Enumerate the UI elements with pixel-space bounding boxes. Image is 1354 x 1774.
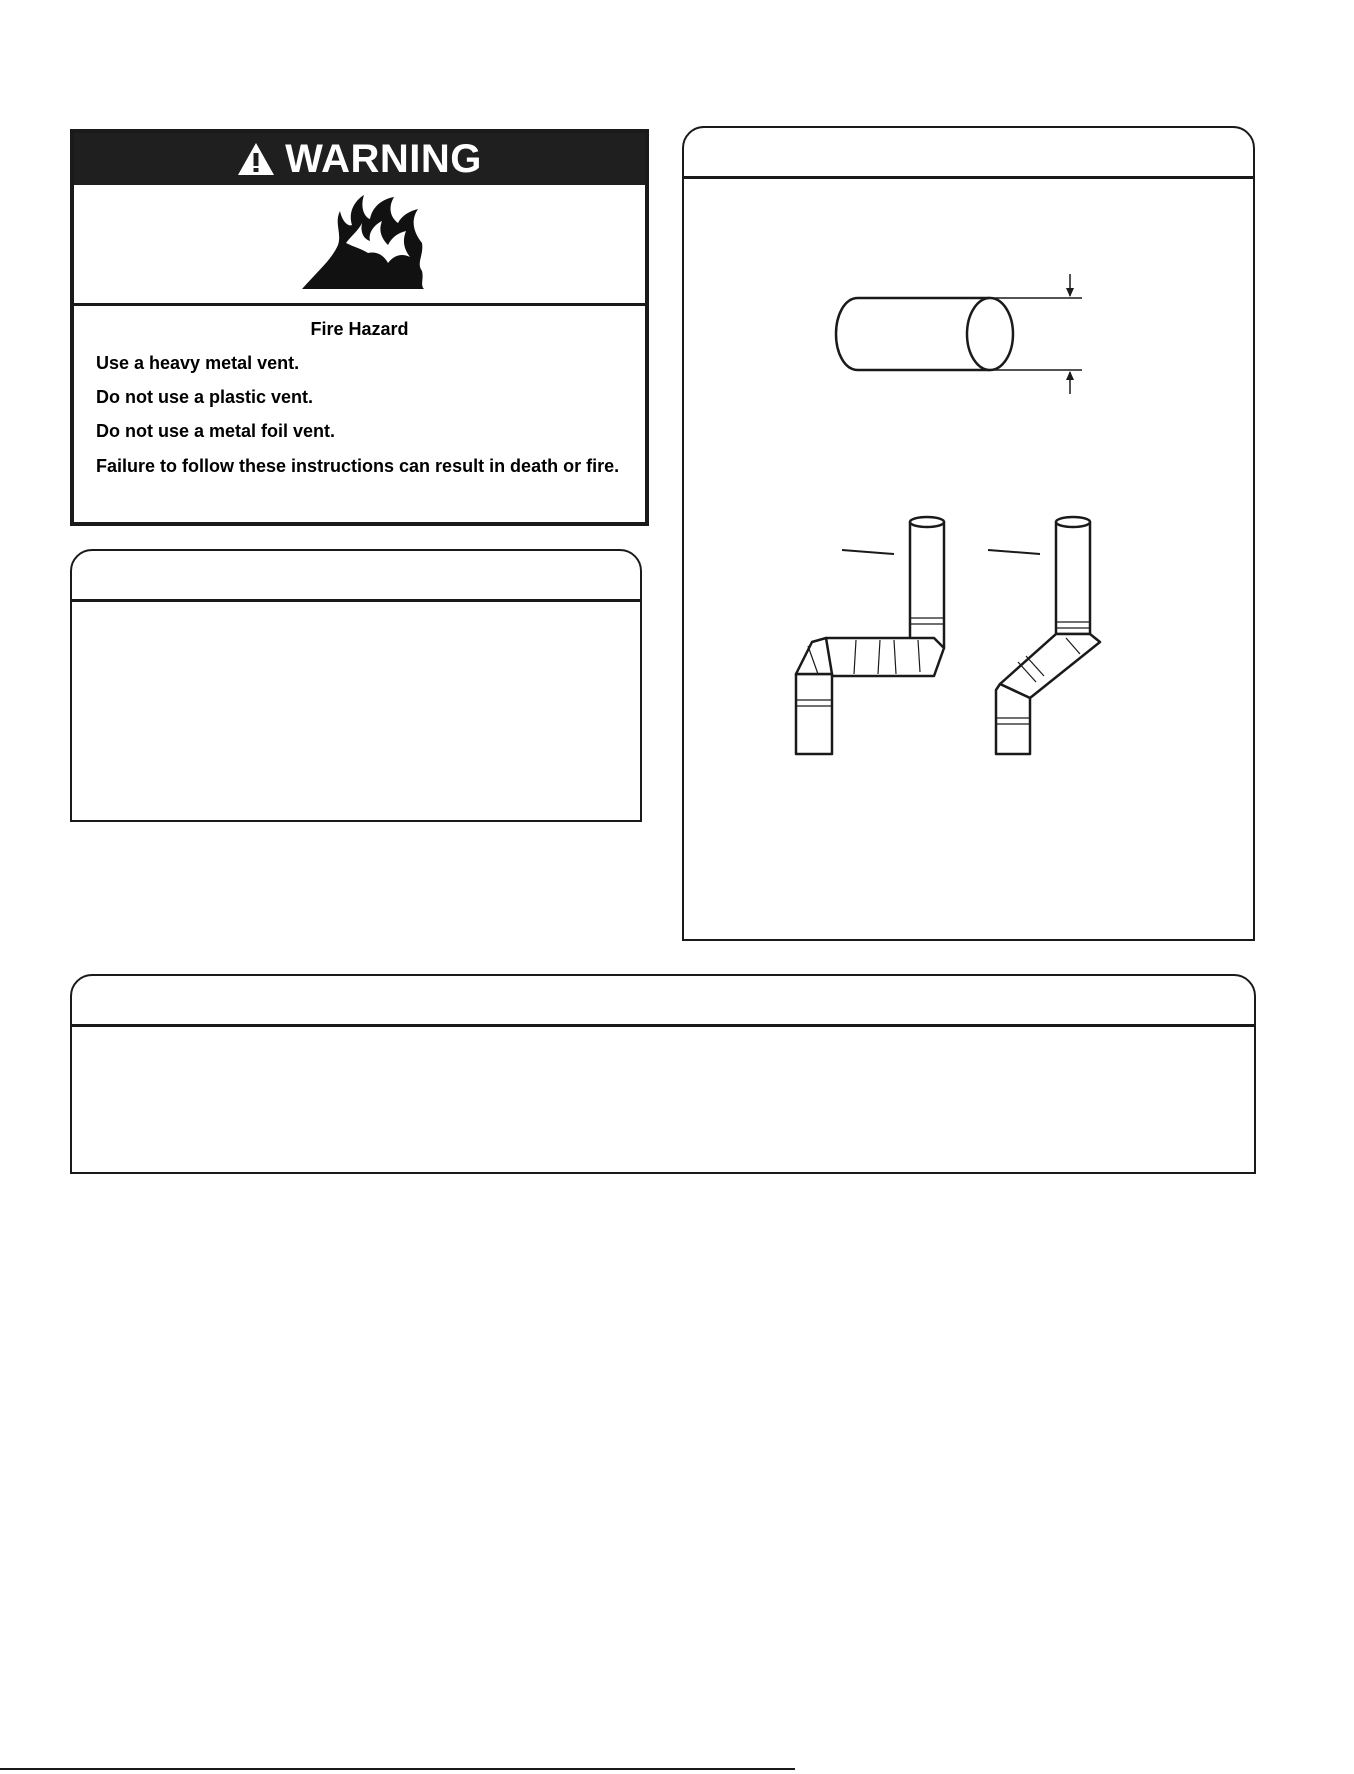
panel-divider [682, 176, 1255, 179]
panel-divider [70, 599, 642, 602]
warning-header [74, 133, 645, 185]
fire-icon-area [74, 185, 645, 306]
fire-icon [298, 193, 428, 293]
right-illustration-panel [682, 126, 1255, 941]
left-info-panel [70, 549, 642, 822]
warning-box [70, 129, 649, 526]
warning-line: Do not use a plastic vent. [96, 387, 314, 407]
warning-title: WARNING [285, 136, 482, 181]
panel-divider [70, 1024, 1256, 1027]
bottom-info-panel [70, 974, 1256, 1174]
warning-text-area [74, 309, 645, 522]
vent-diameter-diagram-icon [822, 268, 1102, 398]
offset-elbow-vent-icon [784, 514, 964, 764]
angled-elbow-vent-icon [984, 514, 1134, 764]
warning-line: Do not use a metal foil vent. [96, 421, 336, 441]
warning-line: Failure to follow these instructions can result in death or fire. [96, 456, 620, 476]
hazard-title: Fire Hazard [310, 319, 409, 339]
footer-rule [0, 1768, 795, 1770]
warning-triangle-icon [237, 142, 275, 176]
warning-line: Use a heavy metal vent. [96, 353, 300, 373]
